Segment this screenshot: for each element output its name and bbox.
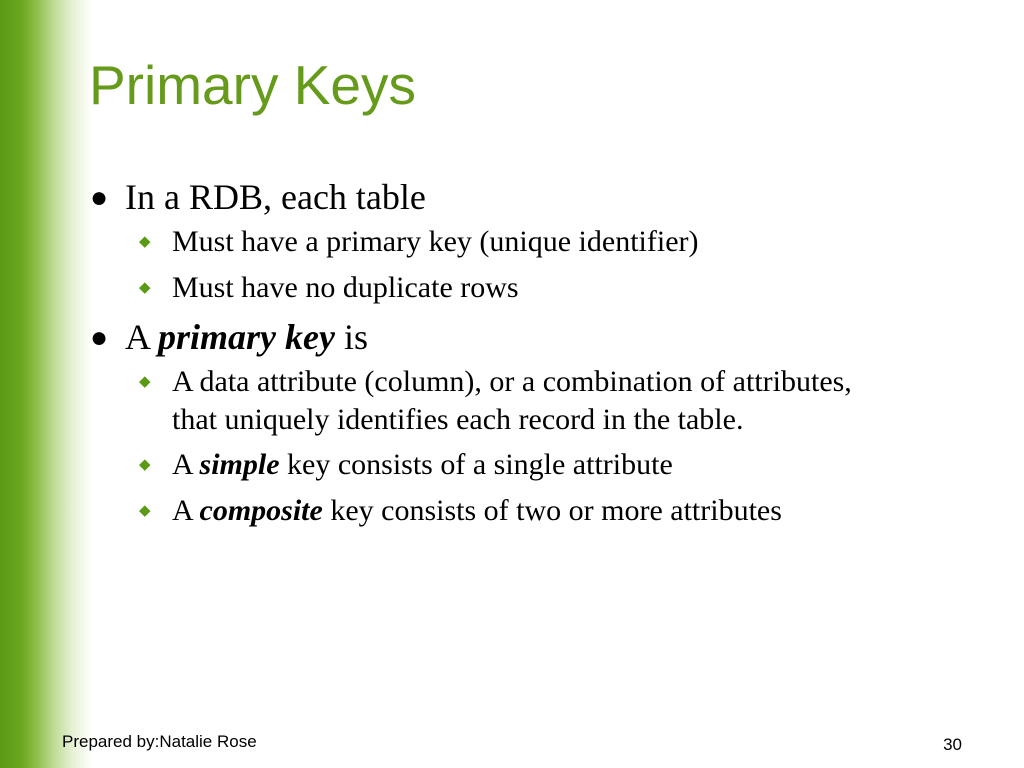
sub-bullet-text: A data attribute (column), or a combination of attributes, that uniquely identifies each record in the table. [172,365,852,436]
diamond-bullet-icon: ◆ [139,374,151,391]
sub-bullet-item [88,269,968,307]
bullet-item [88,316,968,359]
bullet-item [88,176,968,219]
sub-bullet-text: Must have a primary key (unique identifier) [172,225,699,259]
footer-author: Prepared by:Natalie Rose [62,732,257,751]
sub-bullet-item [88,363,968,438]
diamond-bullet-icon: ◆ [139,502,151,519]
sub-bullet-prefix: A [172,493,200,527]
bullet-emphasis: primary key [158,317,335,358]
sub-bullet-suffix: key consists of a single attribute [279,448,673,482]
diamond-bullet-icon: ◆ [139,234,151,251]
diamond-bullet-icon: ◆ [139,457,151,474]
diamond-bullet-icon: ◆ [139,279,151,296]
bullet-suffix: is [334,317,368,358]
side-gradient-band [0,0,92,768]
slide-body [88,176,968,529]
sub-bullet-emphasis: composite [199,493,323,527]
bullet-prefix: A [125,317,159,358]
bullet-text: In a RDB, each table [125,177,426,217]
sub-bullet-suffix: key consists of two or more attributes [322,493,782,527]
page-number: 30 [943,735,962,754]
dot-bullet-icon: ● [90,181,109,214]
sub-bullet-item [88,223,968,261]
dot-bullet-icon: ● [90,321,109,355]
slide-title: Primary Keys [89,54,416,116]
sub-bullet-item [88,446,968,484]
sub-bullet-text: Must have no duplicate rows [172,270,519,304]
sub-bullet-prefix: A [172,448,200,482]
sub-bullet-item [88,492,968,530]
sub-bullet-emphasis: simple [199,448,280,482]
